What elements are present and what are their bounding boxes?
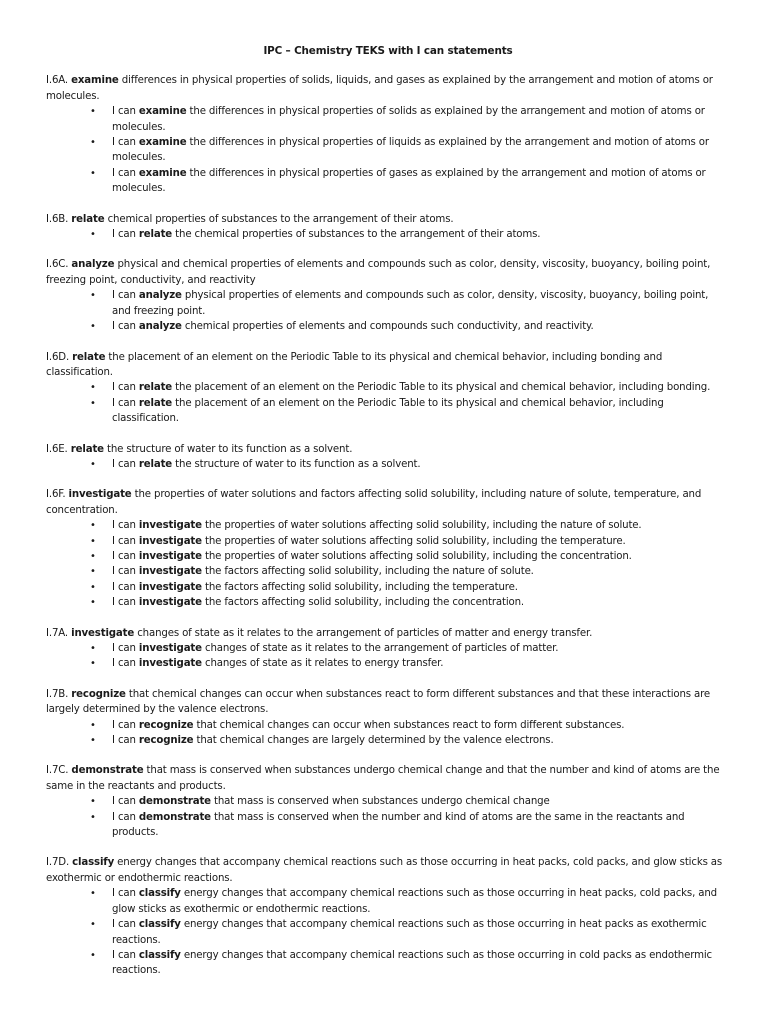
statement-verb: investigate	[138, 520, 202, 532]
standard-verb: recognize	[71, 688, 126, 700]
statement-text: changes of state as it relates to the arrangement of particles of matter.	[201, 643, 559, 654]
statement-verb: investigate	[138, 658, 202, 670]
statement-text: the properties of water solutions affecting solid solubility, including the nature of solute.	[201, 520, 642, 532]
teks-section	[46, 212, 730, 243]
standard-code: I.7D.	[46, 857, 70, 869]
statement-prefix: I can	[112, 949, 139, 961]
standard-code: I.6D.	[46, 351, 70, 363]
standard-code: I.6C.	[46, 259, 69, 271]
statement-text: physical properties of elements and compounds such as color, density, viscosity, buoyancy, boiling point, and freezing point.	[112, 290, 709, 317]
statement-verb: relate	[138, 458, 173, 470]
standard-statement	[46, 626, 730, 641]
bullet-icon: •	[90, 382, 96, 394]
statement-text: the placement of an element on the Periodic Table to its physical and chemical behavior, including bonding.	[172, 382, 711, 394]
standard-statement	[46, 763, 730, 794]
statement-prefix: I can	[112, 520, 139, 532]
bullet-icon: •	[90, 167, 96, 179]
standard-statement	[46, 487, 730, 518]
i-can-statement	[90, 595, 730, 610]
statement-prefix: I can	[112, 137, 139, 149]
bullet-icon: •	[90, 137, 96, 149]
standard-text: the placement of an element on the Periodic Table to its physical and chemical behavior, including bonding and classification.	[46, 351, 663, 378]
standard-code: I.7B.	[46, 688, 69, 700]
statement-text: the differences in physical properties of solids as explained by the arrangement and motion of atoms or molecules.	[112, 106, 705, 133]
teks-section	[46, 73, 730, 196]
i-can-statement	[90, 641, 730, 656]
statement-text: the factors affecting solid solubility, including the concentration.	[201, 597, 525, 609]
bullet-icon: •	[90, 581, 96, 593]
standard-statement	[46, 350, 730, 381]
bullet-icon: •	[90, 643, 96, 654]
bullet-icon: •	[90, 597, 96, 609]
bullet-icon: •	[90, 321, 96, 333]
i-can-list	[46, 457, 730, 472]
statement-prefix: I can	[112, 566, 139, 578]
statement-verb: demonstrate	[138, 796, 211, 808]
statement-text: the properties of water solutions affecting solid solubility, including the temperature.	[201, 535, 626, 547]
standard-code: I.6B.	[46, 213, 69, 225]
statement-prefix: I can	[112, 597, 139, 609]
statement-prefix: I can	[112, 643, 139, 654]
teks-section	[46, 257, 730, 334]
statement-text: energy changes that accompany chemical reactions such as those occurring in heat packs, cold packs, and glow sticks as exothermic or endothermic reactions.	[112, 888, 717, 915]
statement-prefix: I can	[112, 458, 139, 470]
statement-verb: analyze	[138, 321, 182, 333]
teks-section	[46, 442, 730, 473]
standard-code: I.7A.	[46, 627, 69, 639]
standard-statement	[46, 257, 730, 288]
statement-text: the differences in physical properties of liquids as explained by the arrangement and motion of atoms or molecules.	[112, 137, 709, 164]
standard-verb: investigate	[68, 489, 132, 501]
statement-text: the factors affecting solid solubility, including the nature of solute.	[201, 566, 534, 578]
standard-text: that mass is conserved when substances undergo chemical change and that the number and kind of atoms are the same in the reactants and products.	[46, 765, 720, 792]
statement-text: that chemical changes can occur when substances react to form different substances.	[193, 719, 625, 731]
statement-verb: classify	[138, 949, 181, 961]
statement-prefix: I can	[112, 229, 139, 241]
statement-text: that chemical changes are largely determined by the valence electrons.	[193, 735, 554, 747]
bullet-icon: •	[90, 290, 96, 302]
statement-text: that mass is conserved when substances undergo chemical change	[210, 796, 550, 808]
i-can-statement	[90, 518, 730, 533]
i-can-statement	[90, 549, 730, 564]
teks-section	[46, 687, 730, 749]
statement-verb: relate	[138, 397, 173, 409]
i-can-list	[46, 718, 730, 749]
standard-text: energy changes that accompany chemical reactions such as those occurring in heat packs, cold packs, and glow sticks as exothermic or endothermic reactions.	[46, 857, 723, 884]
standard-statement	[46, 442, 730, 457]
standard-text: physical and chemical properties of elements and compounds such as color, density, viscosity, buoyancy, boiling point, freezing point, conductivity, and reactivity	[46, 259, 711, 286]
i-can-statement	[90, 534, 730, 549]
i-can-statement	[90, 380, 730, 395]
bullet-icon: •	[90, 735, 96, 747]
standard-verb: relate	[70, 443, 104, 455]
standard-text: chemical properties of substances to the arrangement of their atoms.	[104, 213, 454, 225]
i-can-list	[46, 794, 730, 840]
i-can-statement	[90, 227, 730, 242]
i-can-list	[46, 518, 730, 610]
i-can-statement	[90, 948, 730, 979]
statement-text: the properties of water solutions affecting solid solubility, including the concentration.	[201, 550, 632, 562]
statement-verb: analyze	[138, 290, 182, 302]
teks-section	[46, 855, 730, 978]
standard-text: differences in physical properties of solids, liquids, and gases as explained by the arrangement and motion of atoms or molecules.	[46, 75, 713, 102]
statement-verb: investigate	[138, 597, 202, 609]
i-can-statement	[90, 718, 730, 733]
standard-text: changes of state as it relates to the arrangement of particles of matter and energy transfer.	[134, 627, 593, 639]
statement-prefix: I can	[112, 106, 139, 118]
statement-verb: recognize	[138, 735, 194, 747]
i-can-statement	[90, 580, 730, 595]
i-can-statement	[90, 733, 730, 748]
statement-text: energy changes that accompany chemical reactions such as those occurring in heat packs as exothermic reactions.	[112, 919, 707, 946]
i-can-statement	[90, 319, 730, 334]
standard-code: I.7C.	[46, 765, 69, 777]
statement-text: the differences in physical properties of gases as explained by the arrangement and motion of atoms or molecules.	[112, 167, 706, 195]
bullet-icon: •	[90, 397, 96, 409]
statement-text: the factors affecting solid solubility, including the temperature.	[201, 581, 518, 593]
statement-prefix: I can	[112, 321, 139, 333]
statement-verb: investigate	[138, 566, 202, 578]
bullet-icon: •	[90, 719, 96, 731]
standard-statement	[46, 855, 730, 886]
bullet-icon: •	[90, 550, 96, 562]
bullet-icon: •	[90, 106, 96, 118]
statement-text: that mass is conserved when the number and kind of atoms are the same in the reactants and products.	[112, 811, 685, 839]
statement-prefix: I can	[112, 581, 139, 593]
statement-verb: investigate	[138, 643, 202, 654]
standard-verb: analyze	[71, 259, 115, 271]
statement-prefix: I can	[112, 919, 139, 931]
standard-code: I.6F.	[46, 489, 66, 501]
statement-text: the chemical properties of substances to the arrangement of their atoms.	[172, 229, 541, 241]
i-can-statement	[90, 810, 730, 841]
statement-verb: investigate	[138, 581, 202, 593]
i-can-statement	[90, 135, 730, 166]
standard-text: the structure of water to its function as a solvent.	[103, 443, 353, 455]
standard-statement	[46, 212, 730, 227]
i-can-list	[46, 641, 730, 672]
statement-prefix: I can	[112, 735, 139, 747]
standard-statement	[46, 73, 730, 104]
standard-code: I.6E.	[46, 443, 68, 455]
bullet-icon: •	[90, 658, 96, 670]
statement-verb: investigate	[138, 535, 202, 547]
standard-verb: investigate	[71, 627, 135, 639]
bullet-icon: •	[90, 949, 96, 961]
i-can-list	[46, 227, 730, 242]
statement-verb: demonstrate	[138, 811, 211, 823]
statement-prefix: I can	[112, 888, 139, 900]
bullet-icon: •	[90, 566, 96, 578]
bullet-icon: •	[90, 229, 96, 241]
statement-prefix: I can	[112, 535, 139, 547]
teks-sections	[46, 73, 730, 978]
standard-verb: examine	[71, 75, 119, 87]
i-can-statement	[90, 166, 730, 197]
statement-prefix: I can	[112, 397, 139, 409]
statement-text: the placement of an element on the Periodic Table to its physical and chemical behavior, including classification.	[112, 397, 664, 425]
statement-prefix: I can	[112, 796, 139, 808]
statement-verb: classify	[138, 919, 181, 931]
bullet-icon: •	[90, 535, 96, 547]
bullet-icon: •	[90, 458, 96, 470]
bullet-icon: •	[90, 888, 96, 900]
i-can-statement	[90, 457, 730, 472]
standard-verb: relate	[72, 351, 106, 363]
standard-text: that chemical changes can occur when substances react to form different substances and that these interactions are largely determined by the valence electrons.	[46, 688, 711, 716]
statement-prefix: I can	[112, 290, 139, 302]
teks-section	[46, 626, 730, 672]
statement-verb: examine	[138, 167, 187, 179]
statement-prefix: I can	[112, 382, 139, 394]
i-can-list	[46, 886, 730, 978]
statement-verb: examine	[138, 106, 187, 118]
statement-verb: investigate	[138, 550, 202, 562]
statement-text: the structure of water to its function as a solvent.	[172, 458, 421, 470]
statement-prefix: I can	[112, 719, 139, 731]
statement-verb: relate	[138, 382, 173, 394]
i-can-statement	[90, 794, 730, 809]
i-can-statement	[90, 917, 730, 948]
i-can-statement	[90, 564, 730, 579]
statement-text: chemical properties of elements and compounds such conductivity, and reactivity.	[181, 321, 594, 333]
i-can-statement	[90, 396, 730, 427]
statement-text: energy changes that accompany chemical reactions such as those occurring in cold packs as endothermic reactions.	[112, 949, 712, 977]
statement-prefix: I can	[112, 550, 139, 562]
standard-verb: relate	[71, 213, 105, 225]
statement-verb: classify	[138, 888, 181, 900]
statement-prefix: I can	[112, 658, 139, 670]
bullet-icon: •	[90, 811, 96, 823]
i-can-statement	[90, 104, 730, 135]
standard-text: the properties of water solutions and factors affecting solid solubility, including nature of solute, temperature, and concentration.	[46, 489, 702, 516]
i-can-statement	[90, 656, 730, 671]
i-can-statement	[90, 886, 730, 917]
teks-section	[46, 487, 730, 610]
i-can-statement	[90, 288, 730, 319]
standard-statement	[46, 687, 730, 718]
i-can-list	[46, 288, 730, 334]
standard-code: I.6A.	[46, 75, 69, 87]
standard-verb: demonstrate	[71, 765, 144, 777]
bullet-icon: •	[90, 919, 96, 931]
statement-prefix: I can	[112, 167, 139, 179]
i-can-list	[46, 104, 730, 196]
standard-verb: classify	[72, 857, 115, 869]
bullet-icon: •	[90, 520, 96, 532]
document-title: IPC – Chemistry TEKS with I can statements	[263, 45, 513, 57]
statement-prefix: I can	[112, 811, 139, 823]
statement-verb: examine	[138, 137, 187, 149]
i-can-list	[46, 380, 730, 426]
statement-text: changes of state as it relates to energy transfer.	[201, 658, 444, 670]
statement-verb: relate	[138, 229, 173, 241]
teks-section	[46, 350, 730, 427]
bullet-icon: •	[90, 796, 96, 808]
teks-section	[46, 763, 730, 840]
statement-verb: recognize	[138, 719, 194, 731]
